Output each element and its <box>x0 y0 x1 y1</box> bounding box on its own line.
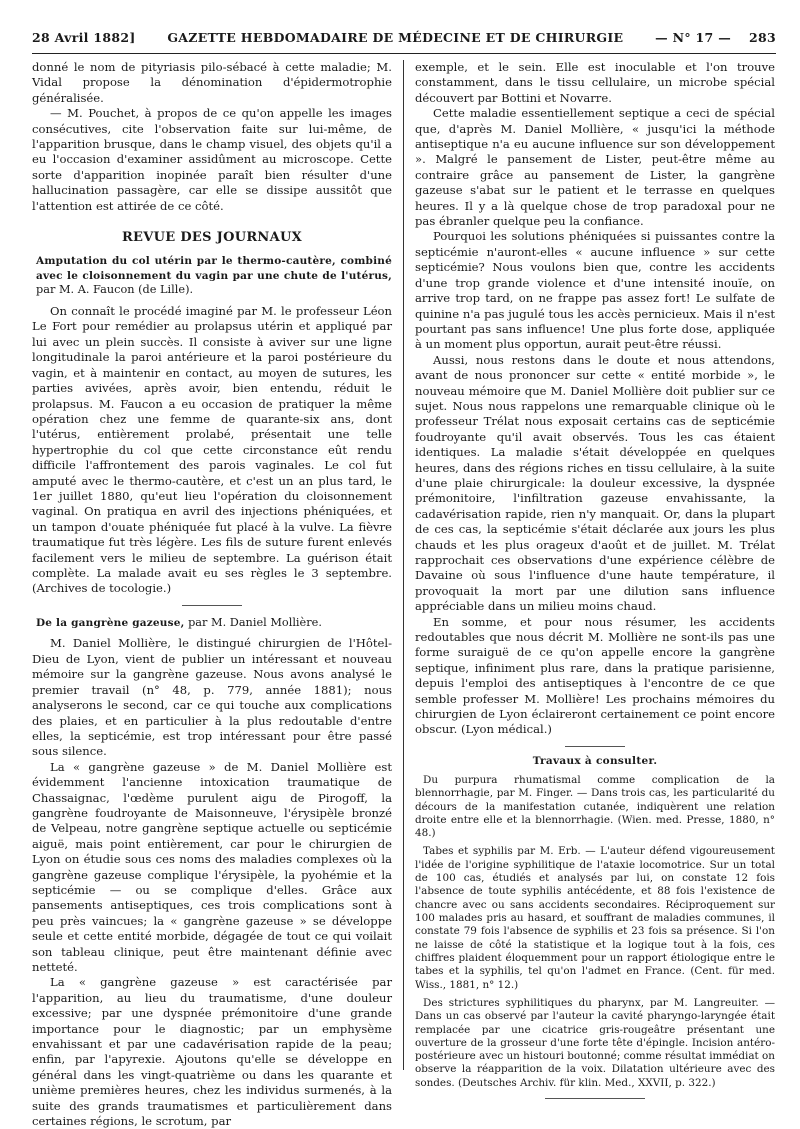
running-header <box>32 30 776 54</box>
section-title: REVUE DES JOURNAUX <box>121 230 303 246</box>
paragraph: M. Daniel Mollière, le distingué chirurgien de l'Hôtel-Dieu de Lyon, vient de publier un intéressant et nouveau mémoire sur la gangrène gazeuse. Nous avons analysé le premier travail (n° 48, p. 779, année 1881); nous analyserons le second, car ce qui touche aux complications des plaies, et en particulier à la plus redoutable d'entre elles, la septicémie, est trop intéressant pour être passé sous silence. <box>32 636 392 759</box>
paragraph: Pourquoi les solutions phéniquées si puissantes contre la septicémie n'auront-elles « aucune influence » sur cette septicémie? Nous voulons bien que, contre les accidents d'une trop grande violence et d'une intensité inouïe, on arrive trop tard, on ne frappe pas assez fort! Le sulfate de quinine n'a pas jugulé tous les accès pernicieux. Mais il n'est pourtant pas sans influence! Une plus forte dose, appliquée à un moment plus opportun, aurait peut-être réussi. <box>415 229 775 352</box>
paragraph: En somme, et pour nous résumer, les accidents redoutables que nous décrit M. Mollière ne sont-ils pas une forme suraiguë de ce qu'on appelle encore la gangrène septique, infiniment plus rare, dans la pratique parisienne, depuis l'emploi des antiseptiques à l'encontre de ce que semble professer M. Mollière! Les prochains mémoires du chirurgien de Lyon éclaireront certainement ce point encore obscur. (Lyon médical.) <box>415 614 775 737</box>
paragraph: On connaît le procédé imaginé par M. le professeur Léon Le Fort pour remédier au prolapsus utérin et appliqué par lui avec un plein succès. Il consiste à aviver sur une ligne longitudinale la paroi antérieure et la paroi postérieure du vagin, et à maintenir en contact, au moyen de sutures, les parties avivées, après avoir, bien entendu, réduit le prolapsus. M. Faucon a eu occasion de pratiquer la même opération chez une femme de quarante-six ans, dont l'utérus, entièrement prolabé, présentait une telle hypertrophie du col que cette circonstance eût rendu difficile l'affrontement des parois vaginales. Le col fut amputé avec le thermo-cautère, et c'est un an plus tard, le 1er juillet 1880, qu'eut lieu l'opération du cloisonnement vaginal. On pratiqua en avril des injections phéniquées, et un tampon d'ouate phéniquée fut placé à la vulve. La fièvre traumatique fut très légère. Les fils de suture furent enlevés facilement vers le milieu de septembre. La guérison était complète. La malade avait eu ses règles le 3 septembre. (Archives de tocologie.) <box>32 304 392 596</box>
bibliography-entry: Du purpura rhumatismal comme complication de la blennorrhagie, par M. Finger. — Dans trois cas, les particularité du décours de la manifestation cutanée, indiquèrent une relation droite entre elle et la blennorrhagie. (Wien. med. Presse, 1880, n° 48.) <box>415 773 775 840</box>
header-page-number: 283 <box>749 30 776 45</box>
paragraph: La « gangrène gazeuse » est caractérisée par l'apparition, au lieu du traumatisme, d'une douleur excessive; par une dyspnée prémonitoire d'une grande importance pour le diagnostic; par un emphysème envahissant et par une cadavérisation rapide de la peau; enfin, par l'apyrexie. Ajoutons qu'elle se développe en général dans les vingt-quatrième ou dans les quarante et unième premières heures, chez les individus surmenés, à la suite des grands traumatismes et particulièrement dans certaines régions, le scrotum, par <box>32 975 392 1129</box>
divider <box>565 746 625 747</box>
divider <box>545 1098 645 1099</box>
bibliography-entry: Des strictures syphilitiques du pharynx, par M. Langreuiter. — Dans un cas observé par l'auteur la cavité pharyngo-laryngée était remplacée par une cicatrice gris-rougeâtre présentant une ouverture de la grosseur d'une forte tête d'épingle. Incision antéro-postérieure avec un histouri boutonné; comme résultat immédiat on observe la réapparition de la voix. Dilatation ultérieure avec des sondes. (Deutsches Archiv. für klin. Med., XXVII, p. 322.) <box>415 996 775 1089</box>
article-heading <box>32 616 392 631</box>
paragraph: — M. Pouchet, à propos de ce qu'on appelle les images consécutives, cite l'observation faite sur lui-même, de l'apparition brusque, dans le champ visuel, des objets qu'il a eu l'occasion d'examiner assidûment au microscope. Cette sorte d'apparition inopinée paraît bien résulter d'une hallucination passagère, car elle se dissipe aussitôt que l'attention est attirée de ce côté. <box>32 106 392 213</box>
bibliography-list <box>415 774 775 1090</box>
divider <box>182 605 242 606</box>
paragraph: La « gangrène gazeuse » de M. Daniel Mollière est évidemment l'ancienne intoxication traumatique de Chassaignac, l'œdème purulent aigu de Pirogoff, la gangrène foudroyante de Maisonneuve, l'érysipèle bronzé de Velpeau, notre gangrène septique actuelle ou septicémie aiguë, mais point entièrement, car pour le chirurgien de Lyon on étudie sous ces noms des maladies complexes où la gangrène gazeuse complique l'érysipèle, la pyohémie et la septicémie — ou se complique d'elles. Grâce aux pansements antiseptiques, ces trois complications sont à peu près vaincues; la « gangrène gazeuse » se développe seule et cette entité morbide, dégagée de tout ce qui voilait son tableau clinique, peut être maintenant définie avec netteté. <box>32 759 392 974</box>
header-date: 28 Avril 1882] <box>32 30 136 45</box>
article-author: par M. A. Faucon (de Lille). <box>36 283 194 297</box>
paragraph: Cette maladie essentiellement septique a ceci de spécial que, d'après M. Daniel Mollière, « jusqu'ici la méthode antiseptique n'a eu aucune influence sur son développement ». Malgré le pansement de Lister, peut-être même au contraire grâce au pansement de Lister, la gangrène gazeuse s'abat sur le patient et le terrasse en quelques heures. Il y a là quelque chose de trop paradoxal pour ne pas ébranler quelque peu la confiance. <box>415 106 775 229</box>
article-title: Amputation du col utérin par le thermo-cautère, combiné avec le cloisonnement du vagin par une chute de l'utérus, <box>36 255 392 282</box>
article-author: par M. Daniel Mollière. <box>188 615 322 629</box>
right-column <box>404 60 775 1089</box>
paragraph: exemple, et le sein. Elle est inoculable et l'on trouve constamment, dans le tissu cellulaire, un microbe spécial découvert par Bottini et Novarre. <box>415 60 775 105</box>
article-title: De la gangrène gazeuse, <box>36 616 185 629</box>
paragraph: Aussi, nous restons dans le doute et nous attendons, avant de nous prononcer sur cette « entité morbide », le nouveau mémoire que M. Daniel Mollière doit publier sur ce sujet. Nous nous rappelons une remarquable clinique où le professeur Trélat nous exposait certains cas de septicémie foudroyante qu'il avait observés. Tous les cas étaient identiques. La maladie s'était développée en quelques heures, dans des régions riches en tissu cellulaire, à la suite d'une plaie chirurgicale: la douleur excessive, la dyspnée prémonitoire, l'infiltration gazeuse envahissante, la cadavérisation rapide, rien n'y manquait. Or, dans la plupart de ces cas, la septicémie s'était déclarée aux jours les plus chauds et les plus orageux d'août et de juillet. M. Trélat rapprochait ces observations d'une expérience célèbre de Davaine où sous l'influence d'une haute température, il provoquait la mort par une dilution sans influence appréciable dans un milieu moins chaud. <box>415 352 775 614</box>
bibliography-entry: Tabes et syphilis par M. Erb. — L'auteur défend vigoureusement l'idée de l'origine syphilitique de l'ataxie locomotrice. Sur un total de 100 cas, étudiés et analysés par lui, on constate 12 fois l'absence de toute syphilis antécédente, et 88 fois l'existence de chancre avec ou sans accidents secondaires. Réciproquement sur 100 malades pris au hasard, et souffrant de maladies communes, il constate 79 fois l'absence de syphilis et 23 fois sa présence. Si l'on ne laisse de côté la statistique et la logique tout à la fois, ces chiffres plaident éloquemment pour un rapport étiologique entre le tabes et la syphilis, tel qu'on l'admet en France. (Cent. für med. Wiss., 1881, n° 12.) <box>415 845 775 991</box>
two-column-body <box>32 60 776 1129</box>
section-title: Travaux à consulter. <box>532 754 658 767</box>
paragraph: donné le nom de pityriasis pilo-sébacé à cette maladie; M. Vidal propose la dénomination d'épidermotrophie généralisée. <box>32 60 392 105</box>
header-issue-number: — N° 17 — <box>655 30 731 45</box>
journal-page <box>32 30 776 1129</box>
left-column <box>32 60 404 1129</box>
article-heading <box>32 254 392 298</box>
header-journal-title: GAZETTE HEBDOMADAIRE DE MÉDECINE ET DE CHIRURGIE <box>167 30 624 45</box>
